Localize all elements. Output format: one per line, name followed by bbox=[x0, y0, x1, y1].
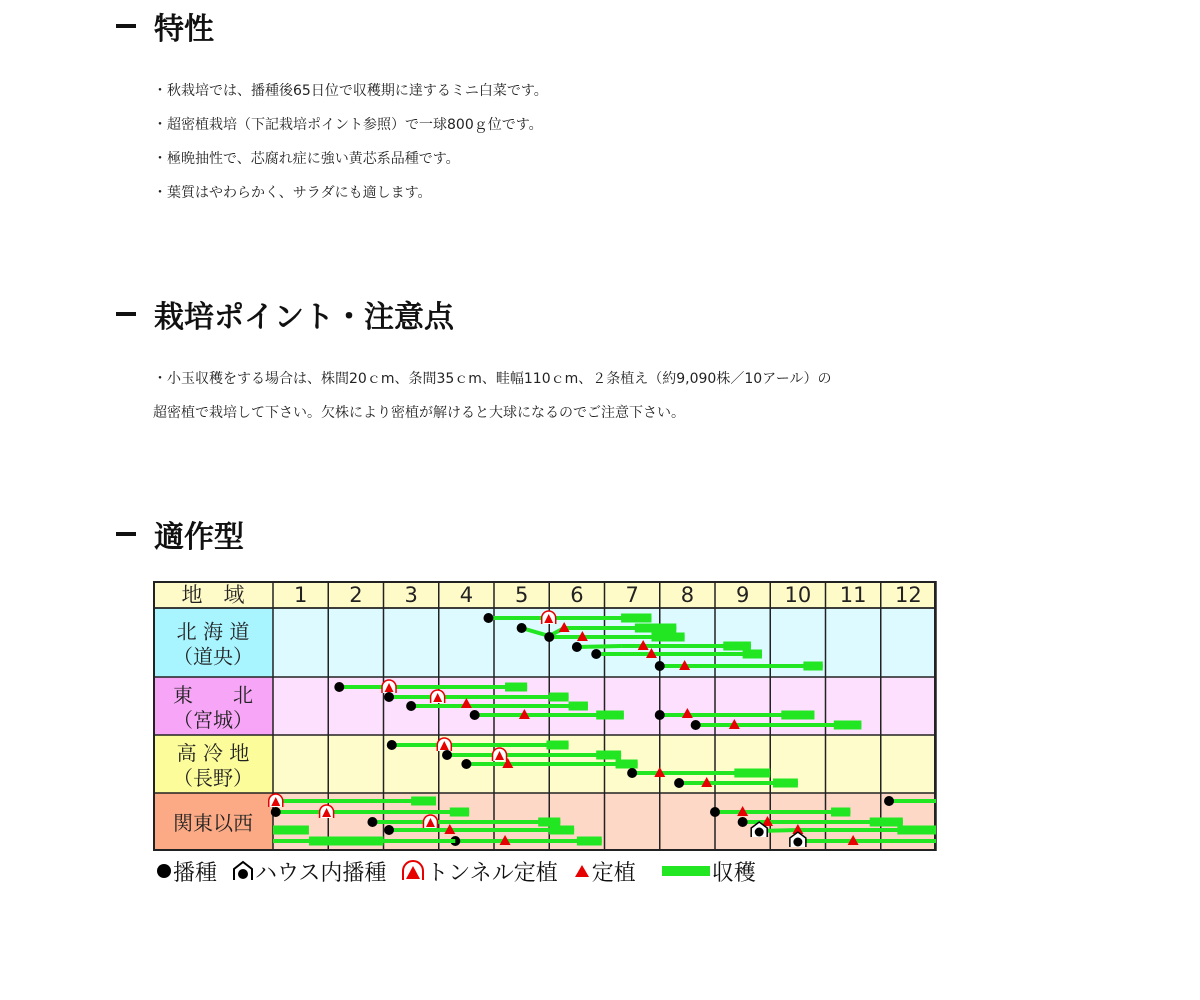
sowing-dot-icon bbox=[674, 778, 684, 788]
header-region-label: 地 域 bbox=[181, 583, 245, 607]
sowing-dot-icon bbox=[483, 613, 493, 623]
sowing-dot-icon bbox=[655, 661, 665, 671]
section-title-text: 栽培ポイント・注意点 bbox=[154, 300, 454, 335]
dash-icon bbox=[116, 532, 136, 536]
cultivation-point-line-2: 超密植で栽培して下さい。欠株により密植が解けると大球になるのでご注意下さい。 bbox=[153, 405, 685, 421]
tunnel-planting-icon bbox=[431, 690, 445, 703]
tunnel-planting-icon bbox=[269, 794, 283, 807]
characteristic-line-2: ・超密植栽培（下記栽培ポイント参照）で一球800ｇ位です。 bbox=[153, 117, 543, 133]
legend-harvest bbox=[660, 856, 756, 887]
sowing-dot-icon bbox=[406, 701, 416, 711]
tunnel-planting-icon bbox=[437, 738, 451, 751]
tunnel-planting-icon bbox=[423, 815, 437, 828]
section-title-cultivation-points bbox=[116, 292, 454, 336]
header-month-6: 6 bbox=[570, 583, 584, 607]
dash-icon bbox=[116, 312, 136, 316]
cropping-calendar-chart bbox=[153, 581, 938, 853]
sowing-dot-icon bbox=[384, 825, 394, 835]
legend-planting-label: 定植 bbox=[591, 860, 636, 886]
sowing-dot-icon bbox=[155, 861, 173, 881]
chart-header-row bbox=[153, 581, 936, 608]
region-subname: （道央） bbox=[173, 644, 253, 669]
tunnel-planting-icon bbox=[382, 680, 396, 693]
legend-tunnel-planting-label: トンネル定植 bbox=[426, 860, 558, 886]
sowing-dot-icon bbox=[884, 796, 894, 806]
sowing-dot-icon bbox=[387, 740, 397, 750]
region-name: 高 冷 地 bbox=[176, 741, 250, 765]
planting-triangle-icon bbox=[572, 861, 592, 881]
sowing-dot-icon bbox=[442, 750, 452, 760]
cultivation-point-line-1: ・小玉収穫をする場合は、株間20ｃm、条間35ｃm、畦幅110ｃm、２条植え（約9,090株／10アール）の bbox=[153, 371, 832, 387]
header-month-4: 4 bbox=[459, 583, 474, 607]
header-month-8: 8 bbox=[680, 583, 695, 607]
header-month-11: 11 bbox=[839, 583, 867, 607]
header-month-3: 3 bbox=[404, 583, 418, 607]
sowing-dot-icon bbox=[517, 623, 527, 633]
tunnel-planting-icon bbox=[542, 611, 556, 624]
section-title-text: 適作型 bbox=[154, 520, 244, 555]
sowing-dot-icon bbox=[334, 682, 344, 692]
sowing-dot-icon bbox=[461, 759, 471, 769]
legend-house-sowing bbox=[231, 856, 386, 887]
sowing-dot-icon bbox=[627, 768, 637, 778]
sowing-dot-icon bbox=[544, 632, 554, 642]
dash-icon bbox=[116, 24, 136, 28]
header-month-5: 5 bbox=[514, 583, 529, 607]
sowing-dot-icon bbox=[271, 807, 281, 817]
sowing-dot-icon bbox=[367, 817, 377, 827]
section-title-characteristics bbox=[116, 4, 214, 48]
header-month-2: 2 bbox=[349, 583, 363, 607]
header-month-1: 1 bbox=[293, 583, 308, 607]
legend-sowing-label: 播種 bbox=[173, 860, 218, 886]
sowing-dot-icon bbox=[384, 692, 394, 702]
legend-sowing bbox=[155, 856, 217, 887]
sowing-dot-icon bbox=[710, 807, 720, 817]
sowing-dot-icon bbox=[470, 710, 480, 720]
characteristic-line-3: ・極晩抽性で、芯腐れ症に強い黄芯系品種です。 bbox=[153, 151, 460, 167]
legend-tunnel-planting bbox=[400, 856, 557, 887]
sowing-dot-icon bbox=[591, 649, 601, 659]
header-month-12: 12 bbox=[895, 583, 922, 607]
section-title-text: 特性 bbox=[154, 12, 214, 47]
header-month-9: 9 bbox=[735, 583, 750, 607]
legend-house-sowing-label: ハウス内播種 bbox=[255, 860, 387, 886]
region-subname: （宮城） bbox=[173, 708, 253, 732]
header-month-7: 7 bbox=[625, 583, 639, 607]
harvest-bar-icon bbox=[660, 861, 712, 881]
section-title-cropping-types bbox=[116, 512, 244, 556]
region-name: 北 海 道 bbox=[176, 619, 250, 644]
region-name: 東 北 bbox=[173, 683, 253, 707]
tunnel-planting-icon bbox=[320, 805, 334, 818]
region-subname: （長野） bbox=[173, 766, 253, 790]
tunnel-planting-icon bbox=[400, 858, 426, 884]
sowing-dot-icon bbox=[691, 720, 701, 730]
house-sowing-icon bbox=[231, 859, 255, 883]
legend-harvest-label: 収穫 bbox=[711, 860, 756, 886]
characteristic-line-4: ・葉質はやわらかく、サラダにも適します。 bbox=[153, 185, 432, 201]
region-name: 関東以西 bbox=[173, 811, 253, 835]
tunnel-planting-icon bbox=[493, 748, 507, 761]
sowing-dot-icon bbox=[572, 642, 582, 652]
chart-legend bbox=[155, 855, 770, 887]
sowing-dot-icon bbox=[738, 817, 748, 827]
header-month-10: 10 bbox=[784, 583, 812, 607]
characteristic-line-1: ・秋栽培では、播種後65日位で収穫期に達するミニ白菜です。 bbox=[153, 83, 548, 99]
sowing-dot-icon bbox=[655, 710, 665, 720]
legend-planting bbox=[572, 856, 636, 887]
